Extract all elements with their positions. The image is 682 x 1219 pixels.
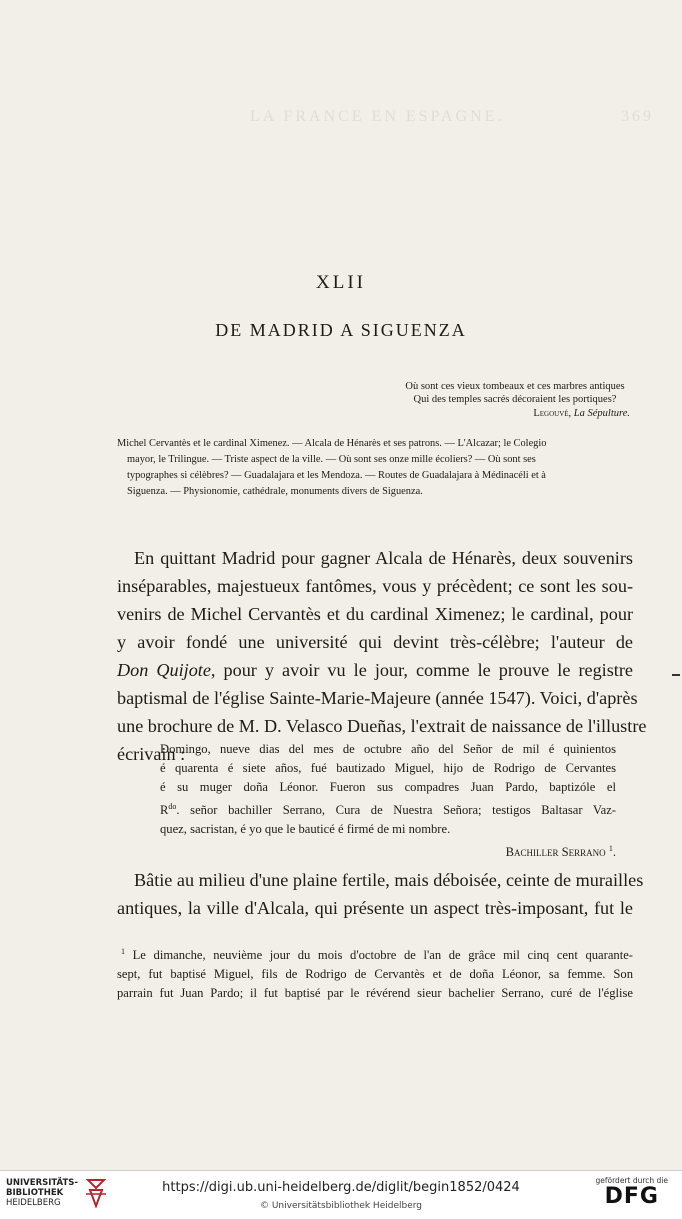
dfg-logo[interactable] bbox=[596, 1176, 669, 1209]
body-line: En quittant Madrid pour gagner Alcala de Hénarès, deux souvenirs bbox=[134, 548, 633, 568]
signature-end: . bbox=[612, 845, 616, 860]
bleed-through-header bbox=[250, 108, 654, 126]
quote-abbr-sup: do bbox=[168, 802, 177, 811]
chapter-title: DE MADRID A SIGUENZA bbox=[215, 320, 467, 340]
epigraph-work: La Sépulture. bbox=[573, 408, 630, 419]
body-paragraph-1 bbox=[117, 544, 647, 768]
body-line: écrivain : bbox=[117, 744, 186, 764]
epigraph-line-2: Qui des temples sacrés décoraient les portiques? bbox=[413, 394, 617, 405]
library-line-2: BIBLIOTHEK bbox=[6, 1188, 64, 1198]
footnote-line: parrain fut Juan Pardo; il fut baptisé par le révérend sieur bachelier Serrano, curé de l'église bbox=[117, 986, 633, 1001]
quote-line: Domingo, nueve dias del mes de octubre año del Señor de mil é quinientos bbox=[160, 742, 616, 756]
quote-signature bbox=[160, 839, 616, 862]
epigraph-author: Legouvé, bbox=[533, 408, 572, 419]
permalink-url[interactable]: https://digi.ub.uni-heidelberg.de/diglit/begin1852/0424 bbox=[162, 1180, 520, 1195]
ghost-header-page: 369 bbox=[621, 108, 654, 125]
body-line: inséparables, majestueux fantômes, vous y précèdent; ce sont les sou- bbox=[117, 576, 633, 596]
footnote-text: Le dimanche, neuvième jour du mois d'octobre de l'an de grâce mil cinq cent quarante- bbox=[125, 948, 633, 963]
epigraph-line-1: Où sont ces vieux tombeaux et ces marbres antiques bbox=[405, 381, 625, 392]
chapter-number: XLII bbox=[316, 272, 366, 293]
book-title: Don Quijote, bbox=[117, 660, 216, 680]
quote-line: é quarenta é siete años, fué bautizado Miguel, hijo de Rodrigo de Cervantes bbox=[160, 761, 616, 775]
footnote-marker: 1 bbox=[121, 947, 125, 956]
quote-abbr: R bbox=[160, 803, 169, 818]
quote-line: quez, sacristan, é yo que le bauticé é firmé de mi nombre. bbox=[160, 822, 451, 837]
quote-line-rest: . señor bachiller Serrano, Cura de Nuestra Señora; testigos Baltasar Vaz- bbox=[176, 803, 616, 818]
summary-line: typographes si célèbres? — Guadalajara et les Mendoza. — Routes de Guadalajara à Médinacéli et à bbox=[127, 470, 546, 481]
quote-line: é su muger doña Léonor. Fueron sus compadres Juan Pardo, baptizóle el bbox=[160, 780, 616, 794]
footnote-ref: 1 bbox=[608, 844, 613, 854]
body-paragraph-2 bbox=[117, 866, 644, 922]
body-line: Bâtie au milieu d'une plaine fertile, mais déboisée, ceinte de murailles bbox=[134, 870, 644, 890]
body-line-rest: pour y avoir vu le jour, comme le prouve le registre bbox=[215, 660, 633, 680]
body-line: y avoir fondé une université qui devint très-célèbre; l'auteur de bbox=[117, 632, 633, 652]
summary-line: Siguenza. — Physionomie, cathédrale, monuments divers de Siguenza. bbox=[127, 486, 423, 497]
baptism-record-quote bbox=[160, 740, 616, 862]
summary-line: mayor, le Trilingue. — Triste aspect de la ville. — Où sont ses onze mille écoliers? — Où sont ses bbox=[127, 454, 536, 465]
margin-mark bbox=[672, 674, 680, 676]
viewer-footer bbox=[0, 1170, 682, 1219]
body-line: antiques, la ville d'Alcala, qui présente un aspect très-imposant, fut le bbox=[117, 898, 633, 918]
summary-line: Michel Cervantès et le cardinal Ximenez. — Alcala de Hénarès et ses patrons. — L'Alcazar; le Colegio bbox=[117, 438, 547, 449]
ghost-header-title: LA FRANCE EN ESPAGNE. bbox=[250, 108, 505, 125]
chapter-summary bbox=[117, 436, 631, 500]
body-line bbox=[117, 656, 633, 684]
body-line: une brochure de M. D. Velasco Dueñas, l'extrait de naissance de l'illustre bbox=[117, 716, 647, 736]
footnote-line bbox=[117, 942, 633, 965]
dfg-wordmark: DFG bbox=[604, 1184, 659, 1209]
funded-by-label: gefördert durch die bbox=[595, 1176, 668, 1185]
epigraph bbox=[400, 380, 630, 420]
signature-name: Bachiller Serrano bbox=[505, 845, 606, 860]
epigraph-attribution bbox=[400, 407, 630, 420]
footnote bbox=[117, 942, 633, 1003]
body-line: venirs de Michel Cervantès et du cardinal Ximenez; le cardinal, pour bbox=[117, 604, 633, 624]
body-line: baptismal de l'église Sainte-Marie-Majeure (année 1547). Voici, d'après bbox=[117, 688, 638, 708]
copyright-notice: © Universitätsbibliothek Heidelberg bbox=[259, 1201, 422, 1211]
quote-line bbox=[160, 797, 616, 820]
footnote-line: sept, fut baptisé Miguel, fils de Rodrigo de Cervantès et de doña Léonor, sa femme. Son bbox=[117, 967, 633, 982]
library-line-1: UNIVERSITÄTS- bbox=[6, 1178, 78, 1188]
library-line-3: HEIDELBERG bbox=[6, 1198, 61, 1208]
